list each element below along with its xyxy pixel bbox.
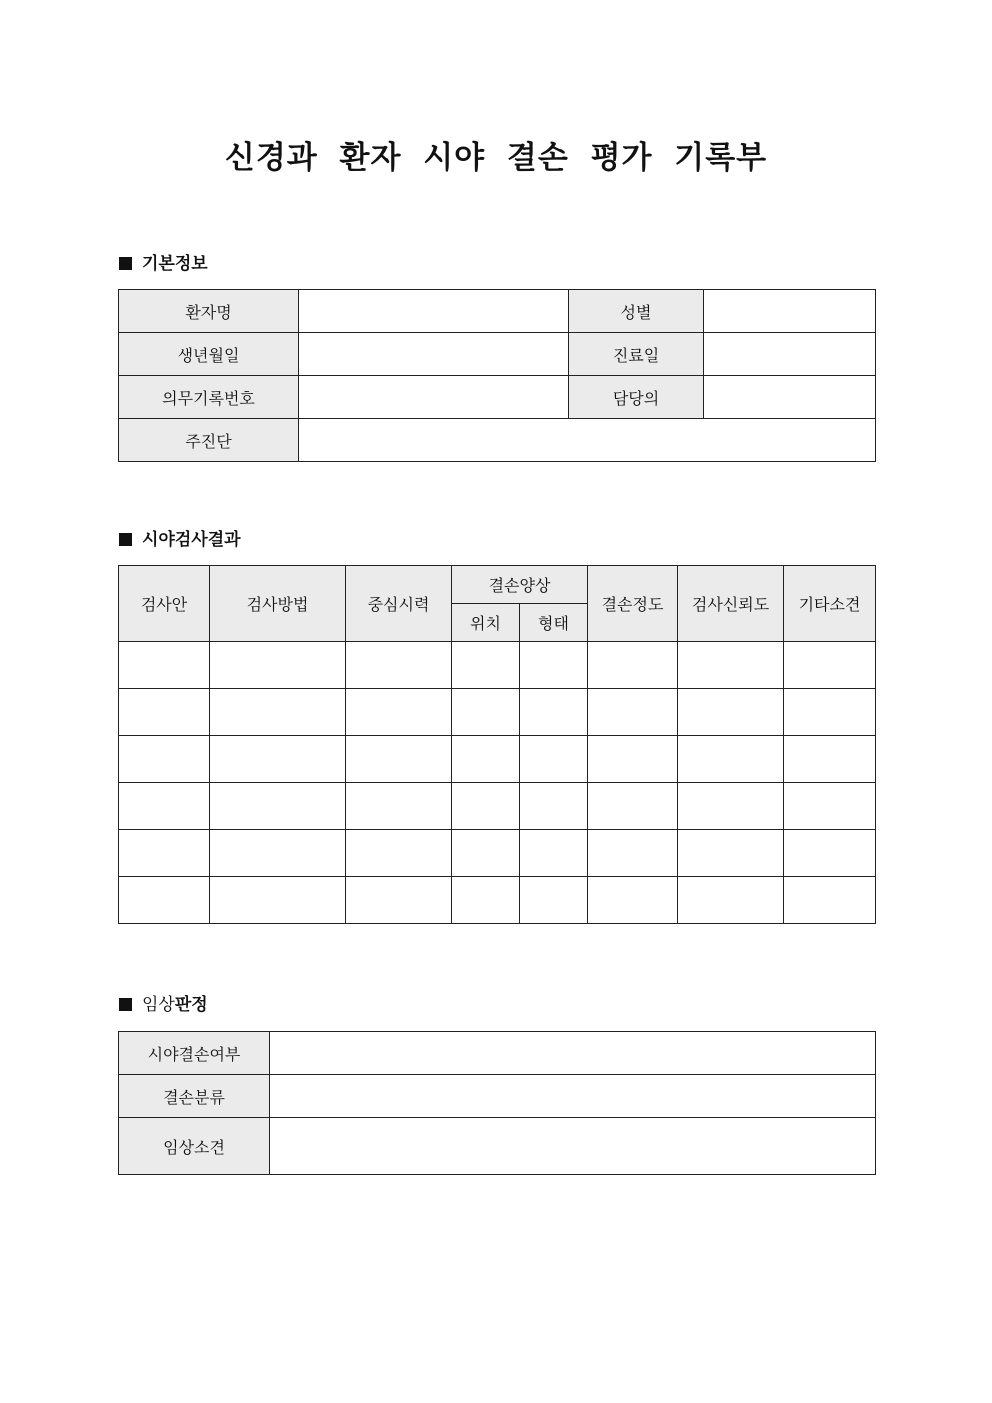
basic-info-heading xyxy=(119,252,208,276)
location-cell[interactable] xyxy=(452,877,520,924)
table-row xyxy=(119,376,876,419)
shape-cell[interactable] xyxy=(520,830,588,877)
basic-info-table xyxy=(118,289,876,462)
location-cell[interactable] xyxy=(452,736,520,783)
visual-field-heading xyxy=(119,528,241,552)
severity-cell[interactable] xyxy=(588,877,678,924)
physician-field[interactable] xyxy=(704,376,876,419)
other-findings-cell[interactable] xyxy=(784,830,876,877)
table-row xyxy=(119,290,876,333)
eye-cell[interactable] xyxy=(119,783,210,830)
method-cell[interactable] xyxy=(210,830,346,877)
central-acuity-cell[interactable] xyxy=(346,830,452,877)
central-acuity-cell[interactable] xyxy=(346,736,452,783)
table-row xyxy=(119,642,876,689)
clinical-opinion-label: 임상소견 xyxy=(119,1118,270,1175)
other-findings-cell[interactable] xyxy=(784,736,876,783)
other-findings-cell[interactable] xyxy=(784,689,876,736)
other-findings-cell[interactable] xyxy=(784,877,876,924)
table-row xyxy=(119,783,876,830)
reliability-cell[interactable] xyxy=(678,783,784,830)
record-number-field[interactable] xyxy=(299,376,569,419)
shape-cell[interactable] xyxy=(520,736,588,783)
reliability-cell[interactable] xyxy=(678,689,784,736)
shape-cell[interactable] xyxy=(520,783,588,830)
severity-header: 결손정도 xyxy=(588,566,678,642)
shape-header: 형태 xyxy=(520,604,588,642)
central-acuity-cell[interactable] xyxy=(346,877,452,924)
severity-cell[interactable] xyxy=(588,736,678,783)
clinical-opinion-field[interactable] xyxy=(270,1118,876,1175)
other-findings-header: 기타소견 xyxy=(784,566,876,642)
reliability-header: 검사신뢰도 xyxy=(678,566,784,642)
method-header: 검사방법 xyxy=(210,566,346,642)
visual-field-table xyxy=(118,565,876,924)
method-cell[interactable] xyxy=(210,736,346,783)
other-findings-cell[interactable] xyxy=(784,642,876,689)
clinical-judgement-table xyxy=(118,1031,876,1175)
eye-header: 검사안 xyxy=(119,566,210,642)
table-row xyxy=(119,1032,876,1075)
table-row xyxy=(119,333,876,376)
record-number-label: 의무기록번호 xyxy=(119,376,299,419)
central-acuity-cell[interactable] xyxy=(346,642,452,689)
main-diagnosis-label: 주진단 xyxy=(119,419,299,462)
method-cell[interactable] xyxy=(210,783,346,830)
birth-date-field[interactable] xyxy=(299,333,569,376)
basic-info-heading-text: 기본정보 xyxy=(142,254,208,274)
location-cell[interactable] xyxy=(452,783,520,830)
table-row xyxy=(119,1118,876,1175)
location-cell[interactable] xyxy=(452,830,520,877)
eye-cell[interactable] xyxy=(119,830,210,877)
table-row xyxy=(119,736,876,783)
location-cell[interactable] xyxy=(452,642,520,689)
clinical-heading xyxy=(119,993,208,1017)
shape-cell[interactable] xyxy=(520,642,588,689)
visit-date-field[interactable] xyxy=(704,333,876,376)
other-findings-cell[interactable] xyxy=(784,783,876,830)
patient-name-label: 환자명 xyxy=(119,290,299,333)
defect-class-label: 결손분류 xyxy=(119,1075,270,1118)
patient-name-field[interactable] xyxy=(299,290,569,333)
eye-cell[interactable] xyxy=(119,736,210,783)
page-title: 신경과 환자 시야 결손 평가 기록부 xyxy=(224,140,768,176)
central-acuity-header: 중심시력 xyxy=(346,566,452,642)
severity-cell[interactable] xyxy=(588,642,678,689)
physician-label: 담당의 xyxy=(569,376,704,419)
shape-cell[interactable] xyxy=(520,877,588,924)
square-bullet-icon xyxy=(119,533,132,546)
table-row xyxy=(119,1075,876,1118)
reliability-cell[interactable] xyxy=(678,877,784,924)
visual-field-heading-text: 시야검사결과 xyxy=(142,530,241,550)
defect-presence-label: 시야결손여부 xyxy=(119,1032,270,1075)
table-row xyxy=(119,689,876,736)
reliability-cell[interactable] xyxy=(678,830,784,877)
defect-pattern-header: 결손양상 xyxy=(452,566,588,604)
severity-cell[interactable] xyxy=(588,830,678,877)
reliability-cell[interactable] xyxy=(678,642,784,689)
location-cell[interactable] xyxy=(452,689,520,736)
visit-date-label: 진료일 xyxy=(569,333,704,376)
central-acuity-cell[interactable] xyxy=(346,689,452,736)
main-diagnosis-field[interactable] xyxy=(299,419,876,462)
method-cell[interactable] xyxy=(210,877,346,924)
defect-class-field[interactable] xyxy=(270,1075,876,1118)
table-row xyxy=(119,419,876,462)
table-row xyxy=(119,830,876,877)
square-bullet-icon xyxy=(119,257,132,270)
sex-label: 성별 xyxy=(569,290,704,333)
eye-cell[interactable] xyxy=(119,642,210,689)
clinical-heading-part1: 임상 xyxy=(142,995,175,1015)
sex-field[interactable] xyxy=(704,290,876,333)
severity-cell[interactable] xyxy=(588,783,678,830)
method-cell[interactable] xyxy=(210,642,346,689)
shape-cell[interactable] xyxy=(520,689,588,736)
reliability-cell[interactable] xyxy=(678,736,784,783)
birth-date-label: 생년월일 xyxy=(119,333,299,376)
eye-cell[interactable] xyxy=(119,877,210,924)
eye-cell[interactable] xyxy=(119,689,210,736)
defect-presence-field[interactable] xyxy=(270,1032,876,1075)
table-header-row xyxy=(119,566,876,604)
square-bullet-icon xyxy=(119,998,132,1011)
method-cell[interactable] xyxy=(210,689,346,736)
central-acuity-cell[interactable] xyxy=(346,783,452,830)
clinical-heading-part2: 판정 xyxy=(174,995,208,1015)
table-row xyxy=(119,877,876,924)
location-header: 위치 xyxy=(452,604,520,642)
severity-cell[interactable] xyxy=(588,689,678,736)
